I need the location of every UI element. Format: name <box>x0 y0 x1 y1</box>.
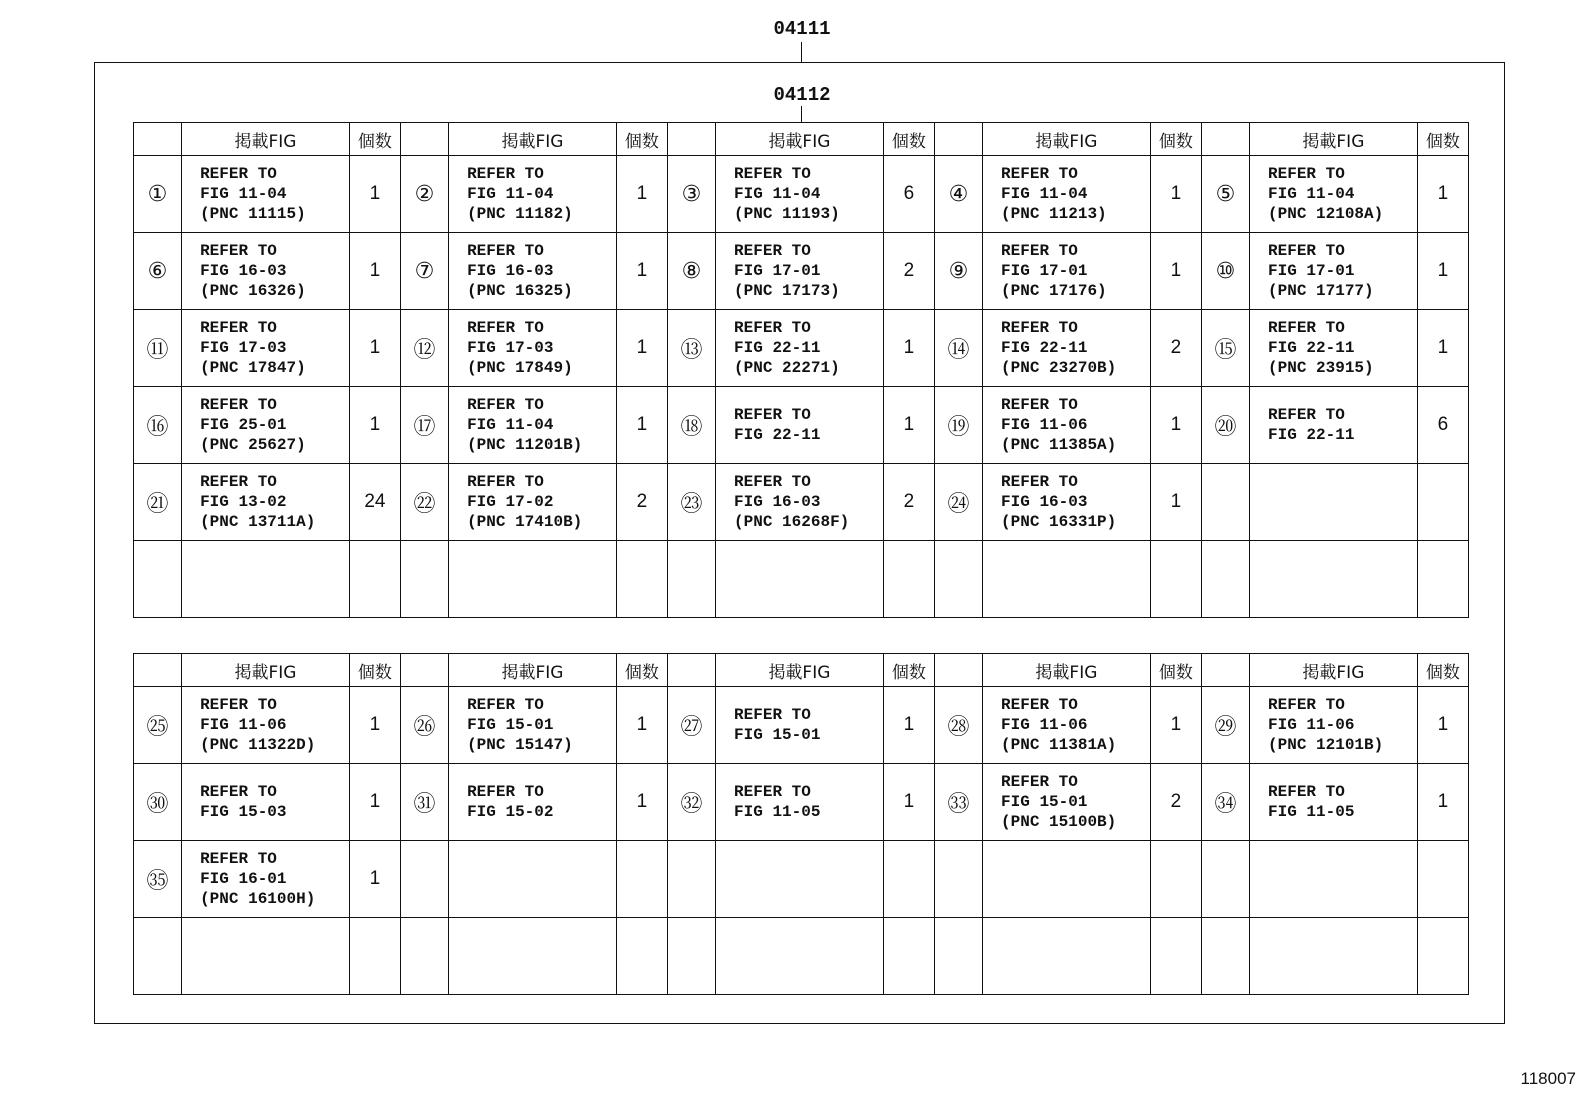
reference-line: (PNC 23915) <box>1268 359 1374 377</box>
figure-reference <box>983 387 1151 464</box>
quantity <box>883 841 934 918</box>
header-fig: 掲載FIG <box>983 654 1151 687</box>
figure-reference <box>716 310 884 387</box>
quantity: 1 <box>1417 687 1468 764</box>
item-number <box>1201 918 1249 995</box>
reference-line: REFER TO <box>1268 783 1345 801</box>
reference-line: REFER TO <box>1268 696 1345 714</box>
header-item-no <box>1201 123 1249 156</box>
reference-line: FIG 11-06 <box>1001 416 1088 434</box>
figure-reference <box>182 764 350 841</box>
header-fig: 掲載FIG <box>983 123 1151 156</box>
quantity <box>883 541 934 618</box>
figure-reference <box>449 841 617 918</box>
reference-line: (PNC 11115) <box>200 205 306 223</box>
quantity <box>616 541 667 618</box>
reference-table-bottom <box>133 653 1469 995</box>
reference-line: REFER TO <box>1001 165 1078 183</box>
header-item-no <box>934 123 982 156</box>
reference-line: FIG 11-04 <box>1001 185 1088 203</box>
item-number <box>1201 541 1249 618</box>
figure-reference <box>182 310 350 387</box>
reference-line: FIG 17-02 <box>467 493 554 511</box>
figure-reference <box>449 233 617 310</box>
figure-reference <box>1250 464 1418 541</box>
item-number: ⑦ <box>400 233 448 310</box>
header-fig: 掲載FIG <box>1250 123 1418 156</box>
figure-reference <box>716 841 884 918</box>
reference-line: FIG 17-03 <box>467 339 554 357</box>
quantity <box>883 918 934 995</box>
item-number: ㉞ <box>1201 764 1249 841</box>
header-fig: 掲載FIG <box>182 654 350 687</box>
reference-table-top <box>133 122 1469 618</box>
figure-reference <box>983 918 1151 995</box>
reference-line: (PNC 11385A) <box>1001 436 1117 454</box>
leader-line-inner <box>801 106 802 122</box>
reference-line: REFER TO <box>467 473 544 491</box>
reference-line: REFER TO <box>200 473 277 491</box>
quantity <box>1417 541 1468 618</box>
figure-reference <box>983 156 1151 233</box>
figure-reference <box>449 764 617 841</box>
reference-line: REFER TO <box>200 396 277 414</box>
quantity: 1 <box>616 156 667 233</box>
figure-reference <box>983 233 1151 310</box>
header-qty: 個数 <box>616 654 667 687</box>
quantity: 6 <box>1417 387 1468 464</box>
reference-line: FIG 16-01 <box>200 870 287 888</box>
reference-line: (PNC 13711A) <box>200 513 316 531</box>
reference-line: REFER TO <box>1001 696 1078 714</box>
item-number <box>1201 841 1249 918</box>
figure-reference <box>716 387 884 464</box>
reference-line: FIG 15-01 <box>467 716 554 734</box>
table-row <box>134 233 1469 310</box>
quantity: 1 <box>616 387 667 464</box>
figure-reference <box>1250 918 1418 995</box>
reference-line: (PNC 17849) <box>467 359 573 377</box>
item-number <box>667 918 715 995</box>
reference-line: REFER TO <box>1001 242 1078 260</box>
reference-line: FIG 11-06 <box>1001 716 1088 734</box>
quantity: 1 <box>349 841 400 918</box>
item-number <box>400 841 448 918</box>
reference-line: (PNC 11213) <box>1001 205 1107 223</box>
quantity <box>1150 541 1201 618</box>
figure-reference <box>182 464 350 541</box>
item-number: ⑪ <box>134 310 182 387</box>
quantity: 1 <box>1150 387 1201 464</box>
item-number: ㉖ <box>400 687 448 764</box>
reference-line: REFER TO <box>1268 319 1345 337</box>
header-qty: 個数 <box>1417 654 1468 687</box>
item-number <box>667 841 715 918</box>
reference-line: REFER TO <box>734 706 811 724</box>
reference-line: REFER TO <box>467 783 544 801</box>
figure-reference <box>449 687 617 764</box>
figure-reference <box>716 464 884 541</box>
table-row <box>134 841 1469 918</box>
reference-line: FIG 11-06 <box>1268 716 1355 734</box>
reference-line: REFER TO <box>200 696 277 714</box>
item-number: ⑫ <box>400 310 448 387</box>
reference-line: REFER TO <box>200 165 277 183</box>
reference-line: (PNC 11193) <box>734 205 840 223</box>
item-number <box>400 541 448 618</box>
item-number: ⑬ <box>667 310 715 387</box>
reference-line: REFER TO <box>200 783 277 801</box>
figure-reference <box>182 387 350 464</box>
figure-reference <box>1250 156 1418 233</box>
quantity <box>1417 464 1468 541</box>
table-row <box>134 918 1469 995</box>
reference-line: FIG 11-04 <box>734 185 821 203</box>
figure-reference <box>1250 687 1418 764</box>
table-row <box>134 764 1469 841</box>
reference-line: (PNC 25627) <box>200 436 306 454</box>
quantity <box>1150 841 1201 918</box>
figure-reference <box>983 764 1151 841</box>
figure-reference <box>983 310 1151 387</box>
reference-line: REFER TO <box>734 242 811 260</box>
figure-reference <box>716 233 884 310</box>
reference-line: FIG 15-03 <box>200 803 287 821</box>
quantity: 2 <box>1150 764 1201 841</box>
reference-line: REFER TO <box>467 319 544 337</box>
figure-reference <box>1250 764 1418 841</box>
header-item-no <box>667 654 715 687</box>
figure-reference <box>449 541 617 618</box>
reference-line: FIG 22-11 <box>1268 426 1355 444</box>
item-number: ⑤ <box>1201 156 1249 233</box>
reference-line: FIG 11-04 <box>467 185 554 203</box>
figure-reference <box>983 464 1151 541</box>
reference-line: FIG 11-05 <box>1268 803 1355 821</box>
item-number: ㉑ <box>134 464 182 541</box>
reference-line: REFER TO <box>467 696 544 714</box>
reference-line: FIG 15-01 <box>1001 793 1088 811</box>
item-number: ⑧ <box>667 233 715 310</box>
item-number: ⑩ <box>1201 233 1249 310</box>
reference-line: FIG 22-11 <box>1001 339 1088 357</box>
figure-reference <box>983 541 1151 618</box>
figure-reference <box>182 841 350 918</box>
quantity: 1 <box>883 687 934 764</box>
reference-line: REFER TO <box>1001 773 1078 791</box>
reference-line: FIG 13-02 <box>200 493 287 511</box>
item-number: ① <box>134 156 182 233</box>
item-number: ㉕ <box>134 687 182 764</box>
reference-line: REFER TO <box>1001 319 1078 337</box>
figure-reference <box>449 387 617 464</box>
quantity: 2 <box>883 233 934 310</box>
figure-reference <box>716 541 884 618</box>
item-number <box>134 918 182 995</box>
figure-reference <box>449 156 617 233</box>
reference-line: FIG 17-01 <box>734 262 821 280</box>
reference-line: FIG 16-03 <box>200 262 287 280</box>
reference-line: FIG 11-04 <box>467 416 554 434</box>
figure-reference <box>182 156 350 233</box>
header-qty: 個数 <box>1150 654 1201 687</box>
item-number: ㉟ <box>134 841 182 918</box>
reference-line: (PNC 11201B) <box>467 436 583 454</box>
quantity: 1 <box>1417 310 1468 387</box>
illustration-number: 118007 <box>1520 1069 1576 1088</box>
reference-line: FIG 11-06 <box>200 716 287 734</box>
leader-line-outer <box>801 42 802 62</box>
reference-line: (PNC 11182) <box>467 205 573 223</box>
reference-line: (PNC 22271) <box>734 359 840 377</box>
quantity: 1 <box>616 764 667 841</box>
figure-reference <box>182 541 350 618</box>
reference-line: REFER TO <box>1001 473 1078 491</box>
reference-line: FIG 22-11 <box>734 339 821 357</box>
quantity: 1 <box>349 310 400 387</box>
reference-line: (PNC 16325) <box>467 282 573 300</box>
item-number: ⑨ <box>934 233 982 310</box>
reference-line: REFER TO <box>467 396 544 414</box>
reference-line: FIG 11-04 <box>200 185 287 203</box>
item-number <box>667 541 715 618</box>
figure-reference <box>182 918 350 995</box>
reference-line: REFER TO <box>734 319 811 337</box>
quantity: 6 <box>883 156 934 233</box>
item-number: ⑯ <box>134 387 182 464</box>
quantity: 1 <box>349 233 400 310</box>
item-number: ⑭ <box>934 310 982 387</box>
reference-line: REFER TO <box>1268 242 1345 260</box>
reference-line: (PNC 16331P) <box>1001 513 1117 531</box>
item-number: ㉚ <box>134 764 182 841</box>
reference-line: (PNC 16100H) <box>200 890 316 908</box>
table-row <box>134 156 1469 233</box>
reference-line: FIG 17-01 <box>1268 262 1355 280</box>
item-number <box>934 541 982 618</box>
quantity: 1 <box>1150 687 1201 764</box>
quantity: 2 <box>1150 310 1201 387</box>
reference-line: REFER TO <box>200 319 277 337</box>
header-qty: 個数 <box>616 123 667 156</box>
reference-line: (PNC 12101B) <box>1268 736 1384 754</box>
reference-line: REFER TO <box>734 165 811 183</box>
quantity: 1 <box>349 687 400 764</box>
item-number: ⑲ <box>934 387 982 464</box>
reference-line: (PNC 16268F) <box>734 513 850 531</box>
reference-line: FIG 17-03 <box>200 339 287 357</box>
reference-line: REFER TO <box>467 165 544 183</box>
reference-line: REFER TO <box>1268 165 1345 183</box>
item-number: ④ <box>934 156 982 233</box>
reference-line: (PNC 23270B) <box>1001 359 1117 377</box>
quantity <box>1417 841 1468 918</box>
quantity: 1 <box>616 687 667 764</box>
header-fig: 掲載FIG <box>449 123 617 156</box>
reference-line: (PNC 17847) <box>200 359 306 377</box>
header-qty: 個数 <box>349 123 400 156</box>
item-number: ㉓ <box>667 464 715 541</box>
reference-line: FIG 11-04 <box>1268 185 1355 203</box>
table-row <box>134 541 1469 618</box>
item-number: ⑮ <box>1201 310 1249 387</box>
quantity: 1 <box>1417 764 1468 841</box>
quantity: 1 <box>1150 464 1201 541</box>
header-qty: 個数 <box>349 654 400 687</box>
quantity: 1 <box>1150 156 1201 233</box>
quantity: 1 <box>1150 233 1201 310</box>
quantity: 1 <box>883 764 934 841</box>
figure-reference <box>983 687 1151 764</box>
item-number <box>934 918 982 995</box>
table-header-row <box>134 654 1469 687</box>
reference-line: FIG 11-05 <box>734 803 821 821</box>
reference-line: FIG 15-01 <box>734 726 821 744</box>
reference-line: REFER TO <box>200 242 277 260</box>
quantity <box>1417 918 1468 995</box>
header-fig: 掲載FIG <box>182 123 350 156</box>
reference-line: FIG 17-01 <box>1001 262 1088 280</box>
reference-line: (PNC 17173) <box>734 282 840 300</box>
header-qty: 個数 <box>1150 123 1201 156</box>
figure-reference <box>1250 310 1418 387</box>
header-fig: 掲載FIG <box>1250 654 1418 687</box>
reference-line: (PNC 16326) <box>200 282 306 300</box>
reference-line: REFER TO <box>200 850 277 868</box>
header-item-no <box>667 123 715 156</box>
reference-line: (PNC 17410B) <box>467 513 583 531</box>
quantity: 1 <box>1417 233 1468 310</box>
reference-line: (PNC 12108A) <box>1268 205 1384 223</box>
header-fig: 掲載FIG <box>449 654 617 687</box>
item-number <box>134 541 182 618</box>
item-number: ⑥ <box>134 233 182 310</box>
reference-line: (PNC 17177) <box>1268 282 1374 300</box>
figure-reference <box>1250 541 1418 618</box>
reference-line: (PNC 11381A) <box>1001 736 1117 754</box>
header-qty: 個数 <box>1417 123 1468 156</box>
figure-reference <box>983 841 1151 918</box>
item-number: ㉛ <box>400 764 448 841</box>
table-header-row <box>134 123 1469 156</box>
header-fig: 掲載FIG <box>716 654 884 687</box>
item-number: ② <box>400 156 448 233</box>
header-item-no <box>934 654 982 687</box>
item-number: ⑰ <box>400 387 448 464</box>
figure-reference <box>182 233 350 310</box>
quantity: 1 <box>349 387 400 464</box>
figure-reference <box>716 156 884 233</box>
figure-reference <box>716 918 884 995</box>
table-row <box>134 310 1469 387</box>
assembly-code-outer: 04111 <box>773 18 831 40</box>
item-number: ㉒ <box>400 464 448 541</box>
quantity <box>616 918 667 995</box>
item-number <box>400 918 448 995</box>
quantity: 2 <box>883 464 934 541</box>
item-number: ③ <box>667 156 715 233</box>
reference-line: FIG 15-02 <box>467 803 554 821</box>
reference-line: (PNC 15100B) <box>1001 813 1117 831</box>
figure-reference <box>1250 387 1418 464</box>
quantity: 1 <box>883 387 934 464</box>
item-number <box>1201 464 1249 541</box>
quantity: 1 <box>883 310 934 387</box>
figure-reference <box>716 764 884 841</box>
item-number: ㉗ <box>667 687 715 764</box>
item-number: ㉜ <box>667 764 715 841</box>
reference-line: FIG 22-11 <box>734 426 821 444</box>
quantity: 1 <box>349 156 400 233</box>
reference-line: FIG 16-03 <box>1001 493 1088 511</box>
reference-line: REFER TO <box>734 473 811 491</box>
quantity: 1 <box>349 764 400 841</box>
item-number: ㉔ <box>934 464 982 541</box>
header-item-no <box>134 123 182 156</box>
header-qty: 個数 <box>883 654 934 687</box>
quantity: 1 <box>616 310 667 387</box>
figure-reference <box>1250 841 1418 918</box>
reference-line: (PNC 11322D) <box>200 736 316 754</box>
item-number: ㉝ <box>934 764 982 841</box>
figure-reference <box>449 464 617 541</box>
reference-line: FIG 25-01 <box>200 416 287 434</box>
quantity <box>349 541 400 618</box>
header-item-no <box>400 654 448 687</box>
reference-line: REFER TO <box>1001 396 1078 414</box>
reference-line: REFER TO <box>467 242 544 260</box>
header-fig: 掲載FIG <box>716 123 884 156</box>
table-row <box>134 387 1469 464</box>
figure-reference <box>449 310 617 387</box>
assembly-code-inner: 04112 <box>773 84 831 106</box>
quantity: 24 <box>349 464 400 541</box>
quantity <box>1150 918 1201 995</box>
reference-line: FIG 16-03 <box>734 493 821 511</box>
figure-reference <box>449 918 617 995</box>
header-item-no <box>134 654 182 687</box>
quantity <box>349 918 400 995</box>
item-number: ⑳ <box>1201 387 1249 464</box>
reference-line: REFER TO <box>734 783 811 801</box>
header-qty: 個数 <box>883 123 934 156</box>
reference-line: (PNC 17176) <box>1001 282 1107 300</box>
quantity: 1 <box>616 233 667 310</box>
quantity: 1 <box>1417 156 1468 233</box>
quantity <box>616 841 667 918</box>
reference-line: REFER TO <box>1268 406 1345 424</box>
reference-line: REFER TO <box>734 406 811 424</box>
table-row <box>134 464 1469 541</box>
item-number: ⑱ <box>667 387 715 464</box>
quantity: 2 <box>616 464 667 541</box>
reference-line: FIG 16-03 <box>467 262 554 280</box>
item-number <box>934 841 982 918</box>
header-item-no <box>400 123 448 156</box>
figure-reference <box>182 687 350 764</box>
figure-reference <box>716 687 884 764</box>
reference-line: FIG 22-11 <box>1268 339 1355 357</box>
figure-reference <box>1250 233 1418 310</box>
item-number: ㉙ <box>1201 687 1249 764</box>
header-item-no <box>1201 654 1249 687</box>
reference-line: (PNC 15147) <box>467 736 573 754</box>
item-number: ㉘ <box>934 687 982 764</box>
table-row <box>134 687 1469 764</box>
